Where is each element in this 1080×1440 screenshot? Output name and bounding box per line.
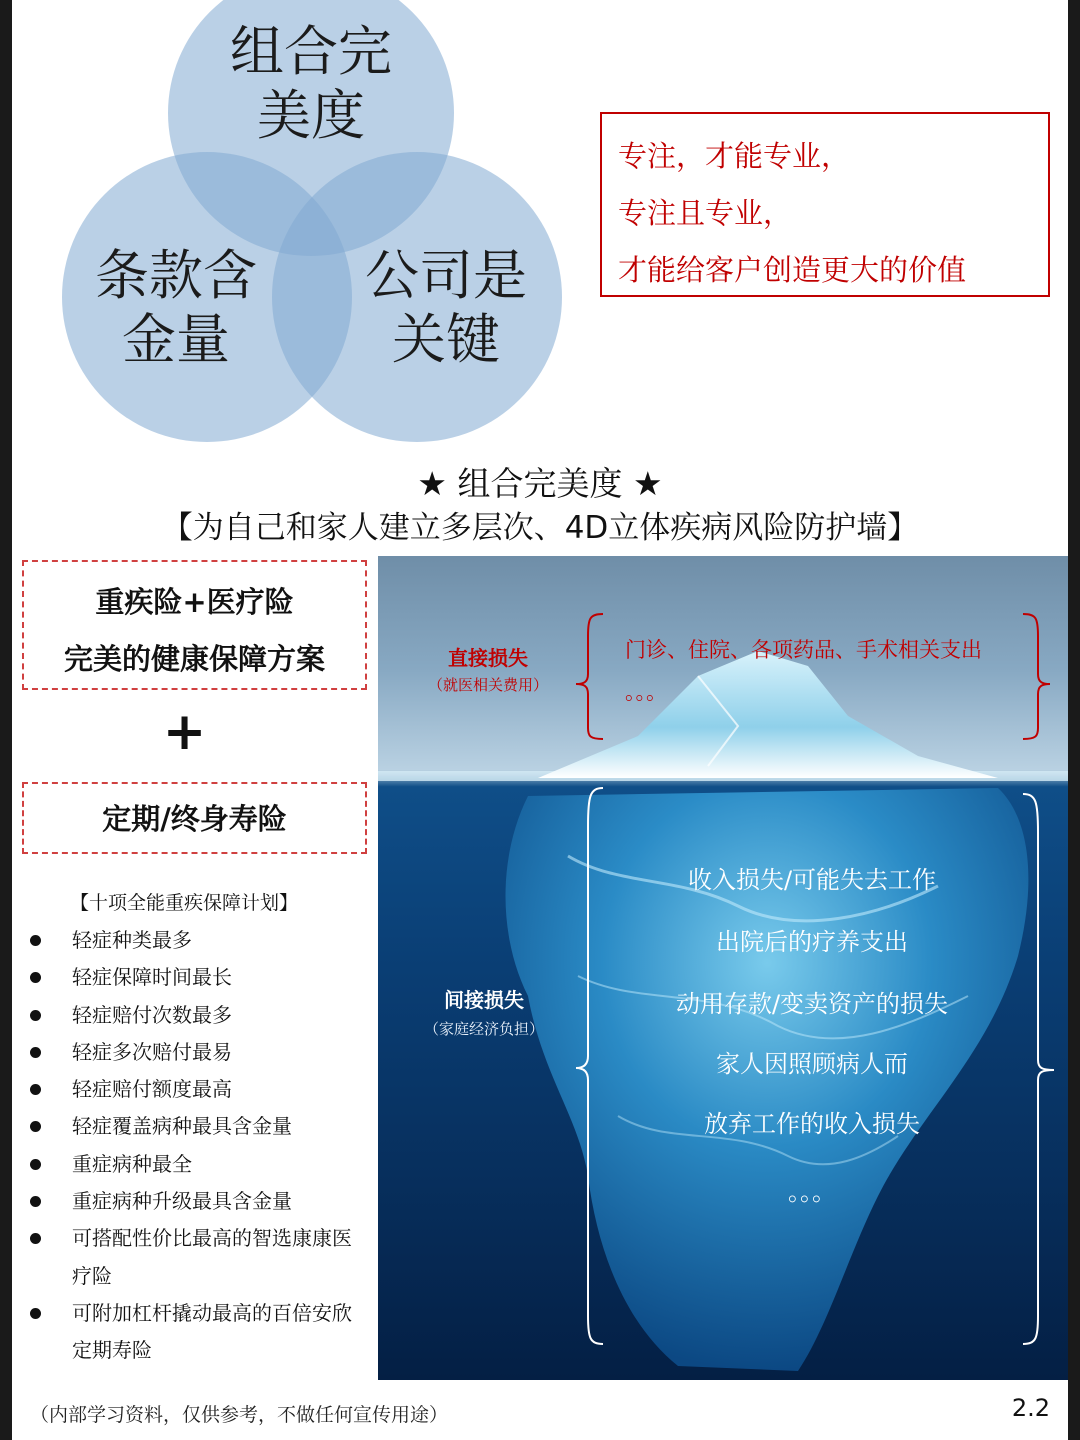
bullet-icon [30, 1047, 41, 1058]
indirect-loss-item: 家人因照顾病人而 [716, 1050, 908, 1078]
venn-diagram [0, 0, 580, 450]
list-item-text: 轻症多次赔付最易 [72, 1039, 232, 1064]
list-item [28, 1146, 368, 1183]
slogan-line: 专注，才能专业， [618, 139, 851, 173]
combo-box-line1: 重疾险+医疗险 [95, 585, 294, 619]
bullet-icon [30, 1233, 41, 1244]
list-item-text: 轻症保障时间最长 [72, 965, 232, 990]
list-item [28, 1108, 368, 1145]
indirect-loss-sub: （家庭经济负担） [423, 1020, 544, 1038]
bullet-icon [30, 1084, 41, 1095]
right-frame-border [1068, 0, 1080, 1440]
direct-loss-dots: 。。。 [625, 680, 667, 704]
list-item-text: 轻症种类最多 [72, 928, 192, 952]
slogan-box [600, 112, 1050, 297]
direct-loss-label: 直接损失 [448, 646, 528, 670]
list-item [28, 997, 368, 1034]
bullet-icon [30, 972, 41, 983]
direct-loss-content: 门诊、住院、各项药品、手术相关支出 [625, 638, 982, 662]
bullet-icon [30, 1121, 41, 1132]
bullet-icon [30, 1196, 41, 1207]
section-title: ★ 组合完美度 ★ [417, 464, 663, 503]
direct-loss-sub: （就医相关费用） [427, 676, 548, 694]
list-item-text: 可附加杠杆撬动最高的百倍安欣定期寿险 [72, 1300, 352, 1363]
list-item [28, 1220, 368, 1295]
list-item-text: 轻症赔付额度最高 [72, 1077, 232, 1102]
bullet-icon [30, 1159, 41, 1170]
venn-label-top: 组合完 美度 [230, 20, 392, 147]
list-item-text: 轻症覆盖病种最具含金量 [72, 1114, 292, 1139]
list-item [28, 1295, 368, 1370]
list-item [28, 1071, 368, 1108]
life-insurance-box: 定期/终身寿险 [22, 782, 367, 854]
combo-box [22, 560, 367, 690]
page-number: 2.2 [1011, 1394, 1050, 1422]
indirect-loss-item: 放弃工作的收入损失 [704, 1110, 920, 1138]
section-subtitle: 【为自己和家人建立多层次、4D立体疾病风险防护墙】 [161, 510, 919, 546]
plus-sign: + [162, 702, 207, 762]
indirect-loss-item: 动用存款/变卖资产的损失 [675, 990, 949, 1018]
venn-label-left: 条款含 金量 [95, 244, 257, 371]
plan-bullet-list [28, 922, 368, 1370]
indirect-loss-label: 间接损失 [444, 988, 524, 1012]
list-item [28, 922, 368, 959]
venn-label-right: 公司是 关键 [365, 244, 527, 371]
list-item [28, 1183, 368, 1220]
indirect-loss-item: 收入损失/可能失去工作 [687, 866, 937, 894]
bullet-icon [30, 1010, 41, 1021]
bullet-icon [30, 935, 41, 946]
list-item-text: 重症病种最全 [72, 1151, 192, 1176]
list-item [28, 959, 368, 996]
combo-box-line2: 完美的健康保障方案 [63, 642, 325, 676]
indirect-loss-dots: 。。。 [788, 1178, 836, 1206]
iceberg-illustration [378, 556, 1068, 1380]
list-item-text: 轻症赔付次数最多 [72, 1002, 232, 1027]
list-item [28, 1034, 368, 1071]
list-item-text: 可搭配性价比最高的智选康康医疗险 [72, 1226, 352, 1288]
list-item-text: 重症病种升级最具含金量 [72, 1189, 292, 1214]
indirect-loss-item: 出院后的疗养支出 [716, 928, 908, 956]
slogan-line: 专注且专业， [618, 196, 793, 230]
plan-title: 【十项全能重疾保障计划】 [70, 892, 299, 914]
slogan-line: 才能给客户创造更大的价值 [618, 253, 967, 287]
footer-disclaimer: （内部学习资料，仅供参考，不做任何宣传用途） [30, 1404, 449, 1426]
bullet-icon [30, 1308, 41, 1319]
